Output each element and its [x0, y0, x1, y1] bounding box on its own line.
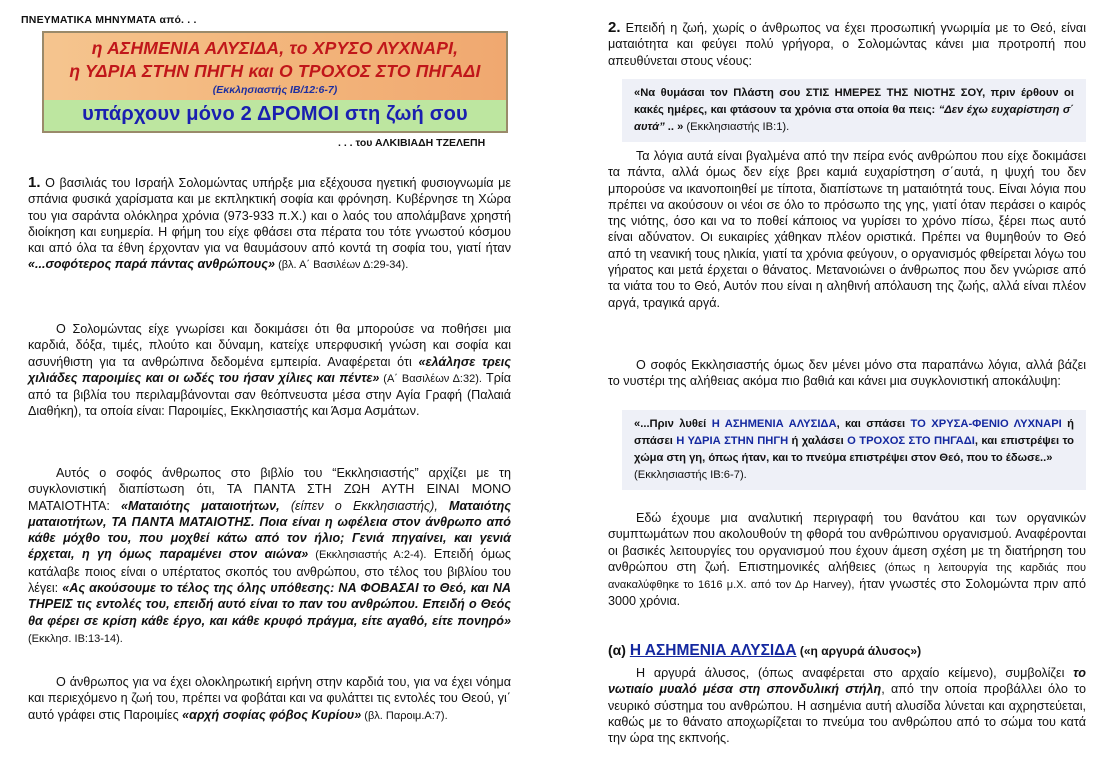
paragraph-text: Ο σοφός Εκκλησιαστής όμως δεν μένει μόνο στα παραπάνω λόγια, αλλά βάζει το νυστέρι της αλήθειας ακόμα πιο βαθιά και κάνει μια συγκλονιστική αποκάλυψη:: [608, 358, 1086, 389]
quote-end: .. »: [664, 121, 684, 133]
paragraph-7: [608, 357, 1086, 390]
paragraph-text: Ο βασιλιάς του Ισραήλ Σολομώντας υπήρξε μια εξέχουσα ηγετική φυσιογνωμία με σπάνια φυσικά χαρίσματα και με εκπληκτική σοφία και φρόνηση. Κυβέρνησε τη Χώρα του για σαράντα ολόκληρα χρόνια (973-933 π.Χ.) και ο λαός του απολάμβανε χρηστή διοίκηση και ευημερία. Η φήμη του είχε φθάσει στα πέρατα του τότε γνωστού κόσμου και από όλα τα έθνη έρχονταν για να θαυμάσουν από κοντά τη σοφία του, γιατί ήταν: [28, 176, 511, 256]
key-phrase-pitcher: Η ΥΔΡΙΑ ΣΤΗΝ ΠΗΓΗ: [676, 435, 789, 447]
paragraph-6: [608, 148, 1086, 311]
scripture-reference: (Α΄ Βασιλέων Δ:32).: [379, 372, 482, 385]
scripture-quote: «...σοφότερος παρά πάντας ανθρώπους»: [28, 257, 276, 272]
paragraph-text: ήταν γνωστές στο Σολομώντα πριν από 3000 χρόνια.: [608, 577, 1086, 609]
section-subtitle: («η αργυρά άλυσος»): [796, 644, 922, 658]
key-phrase-wheel: Ο ΤΡΟΧΟΣ ΣΤΟ ΠΗΓΑΔΙ: [847, 435, 975, 447]
paragraph-2: [28, 321, 511, 420]
scripture-reference: (βλ. Α΄ Βασιλέων Δ:29-34).: [275, 259, 409, 272]
section-heading: [608, 642, 921, 660]
quote-box-2: [622, 410, 1086, 490]
paragraph-9: [608, 665, 1086, 746]
emphasis-phrase: το νωτιαίο μυαλό μέσα στη σπονδυλική στήλη: [608, 666, 1086, 697]
section-label: (α): [608, 642, 630, 658]
quote-emphasis: “Δεν έχω ευχαρίστηση σ΄ αυτά”: [634, 104, 1075, 133]
paragraph-text: Τα λόγια αυτά είναι βγαλμένα από την πείρα ενός ανθρώπου που είχε δοκιμάσει τα πάντα, αλλά όμως δεν είχε βρει καμιά ευχαρίστηση σ΄αυτά, η ψυχή του δεν μπορούσε να ικανοποιηθεί με τίποτα, διαπίστωνε τη ματαιότητά τους. Είναι λόγια που πρέπει να ακούσουν οι νέοι σε όλο το πρόσωπο της γης, γιατί όταν περάσει ο καιρός της νιότης, όσο και να το ποθεί κάποιος να γυρίσει το χρόνο πίσω, ξέρει πως αυτό είναι αδύνατον. Οι ευκαιρίες χάθηκαν πλέον οριστικά. Πρέπει να θυμηθούν το Θεό από τη νεανική τους ηλικία, γιατί τα χρόνια φεύγουν, ο οργανισμός φθείρεται λόγω του γήρατος και μετά έρχεται ο θάνατος. Μετανοιώνει ο άνθρωπος που δεν γνώρισε από τα νιάτα του το Θεό, Αυτόν που είναι η αληθινή απόλαυση της ζωής, αλλά είναι πλέον αργά, τραγικά αργά.: [608, 149, 1086, 310]
scripture-reference: (Εκκλησ. ΙΒ:13-14).: [28, 632, 123, 645]
paragraph-4: [28, 674, 511, 724]
paragraph-text: Εδώ έχουμε μια αναλυτική περιγραφή του θανάτου και των οργανικών συμπτωμάτων που ακολουθούν τη φθορά του ανθρώπινου οργανισμού. Αναφέρονται οι βασικές λειτουργίες του οργανισμού που έχουν άμεση σχέση με τη διατήρηση του ανθρώπου στη ζωή. Επιστημονικές αλήθειες: [608, 511, 1086, 574]
quote-text: «...Πριν λυθεί: [634, 418, 712, 430]
paragraph-aside: (όπως η λειτουργία της καρδιάς που ανακαλύφθηκε το 1616 μ.Χ. από τον Δρ Harvey),: [608, 561, 1086, 592]
scripture-reference: (βλ. Παροιμ.Α:7).: [361, 709, 448, 722]
banner-title-line1: η ΑΣΗΜΕΝΙΑ ΑΛΥΣΙΔΑ, το ΧΡΥΣΟ ΛΥΧΝΑΡΙ,: [91, 38, 459, 58]
paragraph-5: [608, 20, 1086, 69]
paragraph-text: Ο άνθρωπος για να έχει ολοκληρωτική ειρήνη στην καρδιά του, για να έχει νόημα και περιεχόμενο η ζωή του, πρέπει να φοβάται και να φυλάττει τις εντολές του Θεού, γι΄ αυτό γράφει στις Παροιμίες: [28, 675, 511, 722]
paragraph-1: [28, 175, 511, 274]
scripture-quote: «Ας ακούσουμε το τέλος της όλης υπόθεσης: ΝΑ ΦΟΒΑΣΑΙ το Θεό, και ΝΑ ΤΗΡΕΙΣ τις εντολές του, επειδή αυτό είναι το παν του ανθρώπου. Επειδή ο Θεός θα φέρει σε κρίση κάθε έργο, και κάθε κρυφό πράγμα, είτε αγαθό, είτε πονηρό»: [28, 581, 512, 628]
banner-reference: (Εκκλησιαστής ΙΒ/12:6-7): [212, 84, 338, 96]
scripture-quote: Ματαιότης ματαιοτήτων, ΤΑ ΠΑΝΤΑ ΜΑΤΑΙΟΤΗΣ. Ποια είναι η ωφέλεια στον άνθρωπο από κάθε μόχθο του, που μοχθεί κάτω από τον ήλιο; Γενιά πηγαίνει, και γενιά έρχεται, η γη όμως παραμένει στον αιώνα»: [28, 498, 511, 562]
paragraph-text: Επειδή όμως κατάλαβε ποιος είναι ο υπέρτατος σκοπός του ανθρώπου, στο τέλος του βιβλίου του λέγει:: [28, 547, 512, 596]
paragraph-number: 1.: [28, 174, 41, 191]
quote-text: ή χαλάσει: [788, 435, 848, 447]
paragraph-text: , από την οποία προβάλλει όλο το νευρικό σύστημα του ανθρώπου. Η ασημένια αυτή αλυσίδα λύνεται και αχρηστεύεται, καθώς με το θάνατο αποχωρίζεται το πνεύμα του ανθρώπου από το σώμα του κατά την ώρα της εκπνοής.: [608, 682, 1086, 746]
banner-bottom-band: [44, 100, 506, 131]
key-phrase-silver-chain: Η ΑΣΗΜΕΝΙΑ ΑΛΥΣΙΔΑ: [711, 418, 837, 430]
banner-roads-slogan: υπάρχουν μόνο 2 ΔΡΟΜΟΙ στη ζωή σου: [82, 103, 468, 125]
quote-text: , και σπάσει: [836, 418, 911, 430]
title-banner: [42, 31, 508, 133]
paragraph-number: 2.: [608, 19, 621, 36]
author-byline: . . . του ΑΛΚΙΒΙΑΔΗ ΤΖΕΛΕΠΗ: [338, 137, 486, 149]
banner-top-band: [44, 33, 506, 100]
paragraph-text: Ο Σολομώντας είχε γνωρίσει και δοκιμάσει ότι θα μπορούσε να ποθήσει μια καρδιά, δόξα, τιμές, πλούτο και δύναμη, κατείχε υπερφυσική γνώση και σοφία και ασυνήθιστη για τα ανθρώπινα δεδομένα εμπειρία. Αναφέρεται ότι: [28, 322, 511, 369]
quote-box-1: [622, 79, 1086, 142]
scripture-reference: (Εκκλησιαστής ΙΒ:6-7).: [634, 469, 747, 481]
quote-text: ή σπάσει: [634, 418, 1075, 447]
key-phrase-golden-lamp: ΤΟ ΧΡΥΣΑ-ΦΕΝΙΟ ΛΥΧΝΑΡΙ: [910, 418, 1062, 430]
paragraph-text: Αυτός ο σοφός άνθρωπος στο βιβλίο του “Εκκλησιαστής” αρχίζει με τη συγκλονιστική διαπίστωση ότι, ΤΑ ΠΑΝΤΑ ΣΤΗ ΖΩΗ ΑΥΤΗ ΕΙΝΑΙ ΜΟΝΟ ΜΑΤΑΙΟΤΗΤΑ:: [28, 466, 511, 513]
scripture-quote: «Ματαιότης ματαιοτήτων,: [121, 498, 280, 513]
paragraph-3: [28, 465, 511, 647]
quote-text: «Να θυμάσαι τον Πλάστη σου ΣΤΙΣ ΗΜΕΡΕΣ ΤΗΣ ΝΙΟΤΗΣ ΣΟΥ, πριν έρθουν οι κακές ημέρες, και φτάσουν τα χρόνια στα οποία θα πεις:: [634, 87, 1074, 116]
scripture-quote: «αρχή σοφίας φόβος Κυρίου»: [182, 707, 362, 722]
scripture-reference: (Εκκλησιαστής ΙΒ:1).: [683, 121, 790, 133]
paragraph-text: Τρία από τα βιβλία του περιλαμβάνονται σαν θεόπνευστα μέσα στην Αγία Γραφή (Παλαιά Διαθήκη), τα οποία είναι: Παροιμίες, Εκκλησιαστής και Άσμα Ασμάτων.: [28, 370, 511, 419]
paragraph-8: [608, 510, 1086, 610]
quote-aside: (είπεν ο Εκκλησιαστής),: [279, 498, 449, 513]
series-kicker: ΠΝΕΥΜΑΤΙΚΑ ΜΗΝΥΜΑΤΑ από. . .: [21, 14, 197, 26]
paragraph-text: Επειδή η ζωή, χωρίς ο άνθρωπος να έχει προσωπική γνωριμία με το Θεό, είναι ματαιότητα και φεύγει πολύ γρήγορα, ο Σολομώντας κάνει μια προτροπή που απευθύνεται στους νέους:: [608, 21, 1086, 68]
quote-text: , και επιστρέψει το χώμα στη γη, όπως ήταν, και το πνεύμα επιστρέψει στον Θεό, που το έδωσε..»: [634, 435, 1075, 464]
scripture-quote: «ελάλησε τρεις χιλιάδες παροιμίες και οι ωδές του ήσαν χίλιες και πέντε»: [28, 354, 511, 385]
banner-title-line2: η ΥΔΡΙΑ ΣΤΗΝ ΠΗΓΗ και Ο ΤΡΟΧΟΣ ΣΤΟ ΠΗΓΑΔΙ: [69, 61, 481, 81]
paragraph-text: Η αργυρά άλυσος, (όπως αναφέρεται στο αρχαίο κείμενο), συμβολίζει: [636, 666, 1074, 680]
scripture-reference: (Εκκλησιαστής Α:2-4).: [308, 549, 427, 562]
section-title: Η ΑΣΗΜΕΝΙΑ ΑΛΥΣΙΔΑ: [629, 642, 797, 659]
